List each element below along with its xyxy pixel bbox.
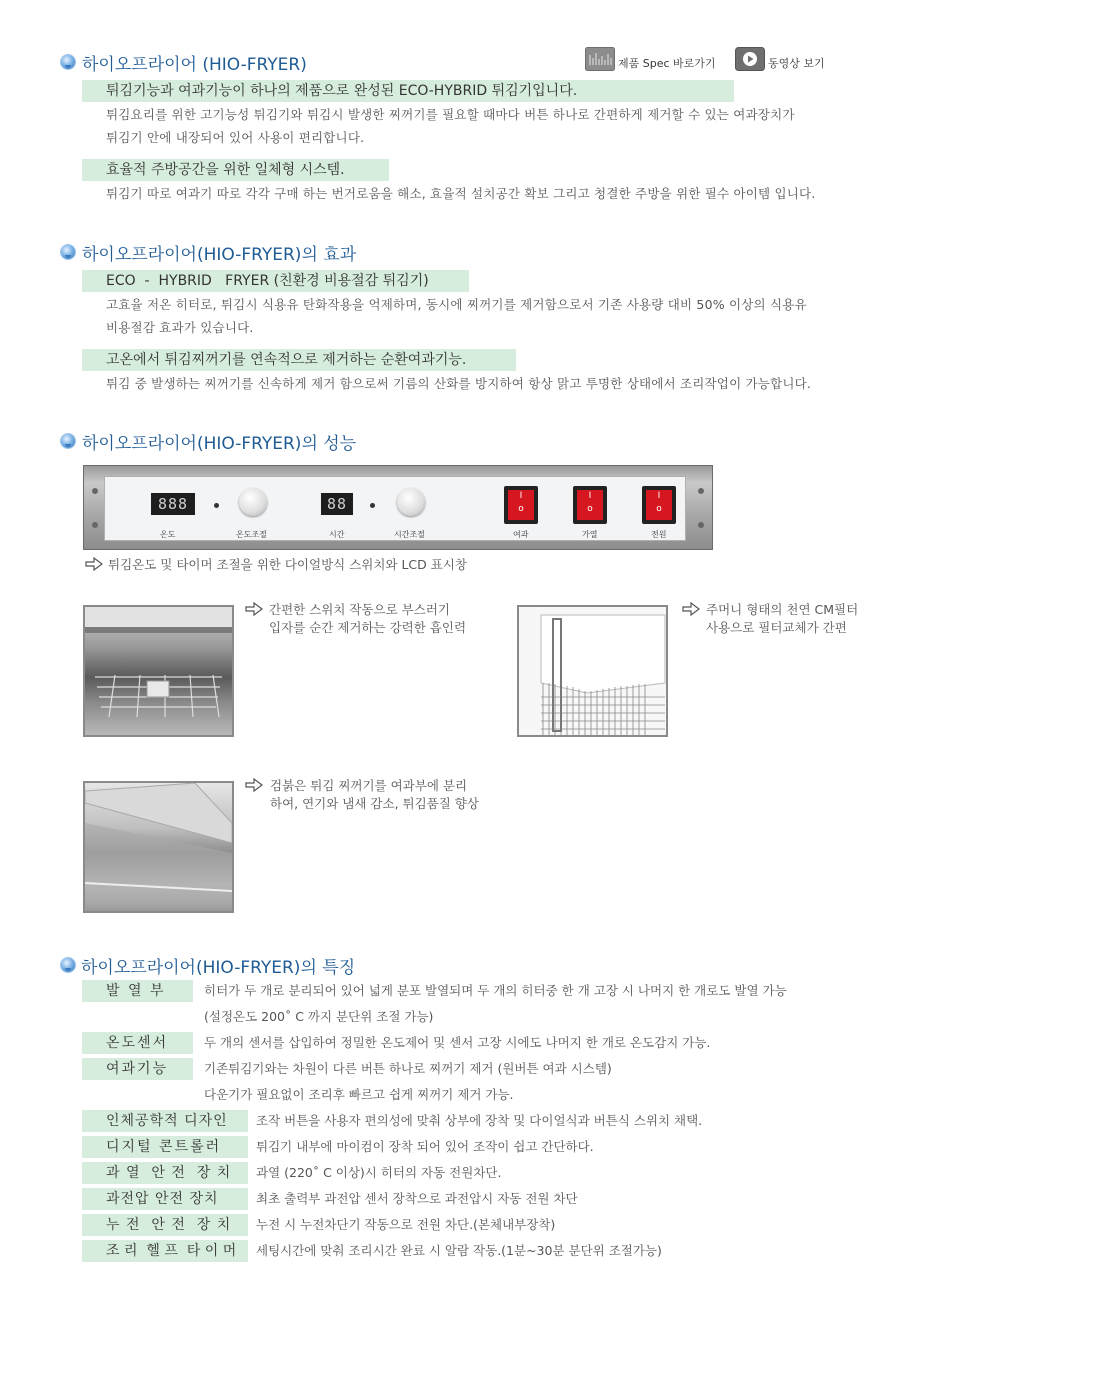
time-dial[interactable] — [397, 488, 425, 516]
panel-label-time-control: 시간조절 — [394, 530, 425, 539]
feature-tag-filtering: 여과기능 — [82, 1058, 193, 1080]
photo2-caption-line-1: 주머니 형태의 천연 CM필터 — [706, 602, 859, 617]
fryer-basket-photo — [83, 605, 234, 737]
arrow-right-icon — [85, 557, 103, 571]
panel-label-time: 시간 — [329, 530, 345, 539]
arrow-right-icon — [682, 602, 700, 616]
intro-paragraph-1-line-1: 튀김요리를 위한 고기능성 튀김기와 튀김시 발생한 찌꺼기를 필요할 때마다 버튼 하나로 간편하게 제거할 수 있는 여과장치가 — [106, 107, 795, 122]
filter-tank-photo — [83, 781, 234, 913]
screw-icon — [92, 522, 98, 528]
screw-icon — [698, 488, 704, 494]
play-icon — [735, 47, 765, 71]
feature-desc-overvoltage-safety: 최초 출력부 과전압 센서 장착으로 과전압시 자동 전원 차단 — [256, 1191, 578, 1206]
effect-section-title: 하이오프라이어(HIO-FRYER)의 효과 — [82, 245, 357, 265]
feature-desc-ergonomic: 조작 버튼을 사용자 편의성에 맞춰 상부에 장착 및 다이얼식과 버튼식 스위치 채택. — [256, 1113, 703, 1128]
indicator-dot — [370, 503, 375, 508]
tank-illustration — [85, 783, 232, 911]
feature-desc-filtering-line-1: 기존튀김기와는 차원이 다른 버튼 하나로 찌꺼기 제거 (원버튼 여과 시스템) — [204, 1061, 612, 1076]
power-switch[interactable]: I o — [642, 486, 676, 524]
filter-switch[interactable]: I o — [504, 486, 538, 524]
filter-illustration — [519, 607, 666, 735]
video-link-label: 동영상 보기 — [768, 57, 825, 70]
feature-desc-overheat-safety: 과열 (220˚ C 이상)시 히터의 자동 전원차단. — [256, 1165, 502, 1180]
panel-label-power: 전원 — [651, 530, 667, 539]
features-section-title: 하이오프라이어(HIO-FRYER)의 특징 — [81, 958, 356, 978]
feature-tag-leakage-safety: 누 전 안 전 장 치 — [82, 1214, 248, 1236]
section-bullet-icon — [61, 245, 75, 259]
feature-tag-heating: 발 열 부 — [82, 980, 193, 1002]
panel-label-temp-control: 온도조절 — [236, 530, 267, 539]
effect-paragraph-1-line-2: 비용절감 효과가 있습니다. — [106, 320, 254, 335]
feature-tag-ergonomic: 인체공학적 디자인 — [82, 1110, 248, 1132]
panel-label-temp: 온도 — [160, 530, 176, 539]
photo3-caption-line-2: 하여, 연기와 냄새 감소, 튀김품질 향상 — [270, 796, 479, 811]
effect-paragraph-1-line-1: 고효율 저온 히터로, 튀김시 식용유 탄화작용을 억제하며, 동시에 찌꺼기를 제거함으로서 기존 사용량 대비 50% 이상의 식용유 — [106, 297, 807, 312]
arrow-right-icon — [245, 602, 263, 616]
effect-highlight-1: ECO - HYBRID FRYER (친환경 비용절감 튀김기) — [82, 270, 469, 292]
feature-tag-overheat-safety: 과 열 안 전 장 치 — [82, 1162, 248, 1184]
screw-icon — [92, 488, 98, 494]
intro-paragraph-2-line-1: 튀김기 따로 여과기 따로 각각 구매 하는 번거로움을 해소, 효율적 설치공간 확보 그리고 청결한 주방을 위한 필수 아이템 입니다. — [106, 186, 816, 201]
feature-tag-overvoltage-safety: 과전압 안전 장치 — [82, 1188, 248, 1210]
effect-paragraph-2-line-1: 튀김 중 발생하는 찌꺼기를 신속하게 제거 함으로써 기름의 산화를 방지하여 항상 맑고 투명한 상태에서 조리작업이 가능합니다. — [106, 376, 812, 391]
section-bullet-icon — [61, 55, 75, 69]
feature-desc-heating-line-1: 히터가 두 개로 분리되어 있어 넓게 분포 발열되며 두 개의 히터중 한 개 고장 시 나머지 한 개로도 발열 가능 — [204, 983, 787, 998]
basket-illustration — [85, 607, 232, 735]
feature-desc-cooking-timer: 세팅시간에 맞춰 조리시간 완료 시 알람 작동.(1분~30분 분단위 조절가능) — [256, 1243, 662, 1258]
panel-label-filter: 여과 — [513, 530, 529, 539]
indicator-dot — [214, 503, 219, 508]
section-bullet-icon — [61, 958, 75, 972]
feature-desc-heating-line-2: (설정온도 200˚ C 까지 분단위 조절 가능) — [204, 1009, 434, 1024]
control-panel-image — [83, 465, 713, 550]
intro-paragraph-1-line-2: 튀김기 안에 내장되어 있어 사용이 편리합니다. — [106, 130, 365, 145]
photo2-caption-line-2: 사용으로 필터교체가 간편 — [706, 620, 847, 635]
performance-section-title: 하이오프라이어(HIO-FRYER)의 성능 — [82, 434, 357, 454]
feature-desc-leakage-safety: 누전 시 누전차단기 작동으로 전원 차단.(본체내부장착) — [256, 1217, 556, 1232]
section-bullet-icon — [61, 434, 75, 448]
feature-tag-digital-controller: 디지털 콘트롤러 — [82, 1136, 248, 1158]
temperature-display: 888 — [151, 493, 195, 515]
feature-desc-temp-sensor: 두 개의 센서를 삽입하여 정밀한 온도제어 및 센서 고장 시에도 나머지 한 개로 온도감지 가능. — [204, 1035, 711, 1050]
video-link-button[interactable] — [735, 47, 825, 71]
temperature-dial[interactable] — [239, 488, 267, 516]
feature-desc-digital-controller: 튀김기 내부에 마이컴이 장착 되어 있어 조작이 쉽고 간단하다. — [256, 1139, 594, 1154]
feature-tag-cooking-timer: 조 리 헬 프 타 이 머 — [82, 1240, 248, 1262]
panel-caption: 튀김온도 및 타이머 조절을 위한 다이얼방식 스위치와 LCD 표시창 — [108, 557, 467, 572]
photo3-caption-line-1: 검붉은 튀김 찌꺼기를 여과부에 분리 — [270, 778, 468, 793]
screw-icon — [698, 522, 704, 528]
spec-sheet-icon — [585, 47, 615, 71]
heating-switch[interactable]: I o — [573, 486, 607, 524]
feature-desc-filtering-line-2: 다운기가 필요없이 조리후 빠르고 쉽게 찌꺼기 제거 가능. — [204, 1087, 514, 1102]
page-title: 하이오프라이어 (HIO-FRYER) — [82, 55, 307, 75]
arrow-right-icon — [245, 778, 263, 792]
photo1-caption-line-2: 입자를 순간 제거하는 강력한 흡인력 — [269, 620, 467, 635]
spec-link-button[interactable] — [585, 47, 716, 71]
intro-highlight-2: 효율적 주방공간을 위한 일체형 시스템. — [82, 159, 389, 181]
photo1-caption-line-1: 간편한 스위치 작동으로 부스러기 — [269, 602, 450, 617]
spec-link-label: 제품 Spec 바로가기 — [618, 57, 716, 70]
effect-highlight-2: 고온에서 튀김찌꺼기를 연속적으로 제거하는 순환여과기능. — [82, 349, 516, 371]
cm-filter-photo — [517, 605, 668, 737]
time-display: 88 — [321, 493, 353, 515]
feature-tag-temp-sensor: 온도센서 — [82, 1032, 193, 1054]
panel-label-heating: 가열 — [582, 530, 598, 539]
intro-highlight-1: 튀김기능과 여과기능이 하나의 제품으로 완성된 ECO-HYBRID 튀김기입니다. — [82, 80, 734, 102]
